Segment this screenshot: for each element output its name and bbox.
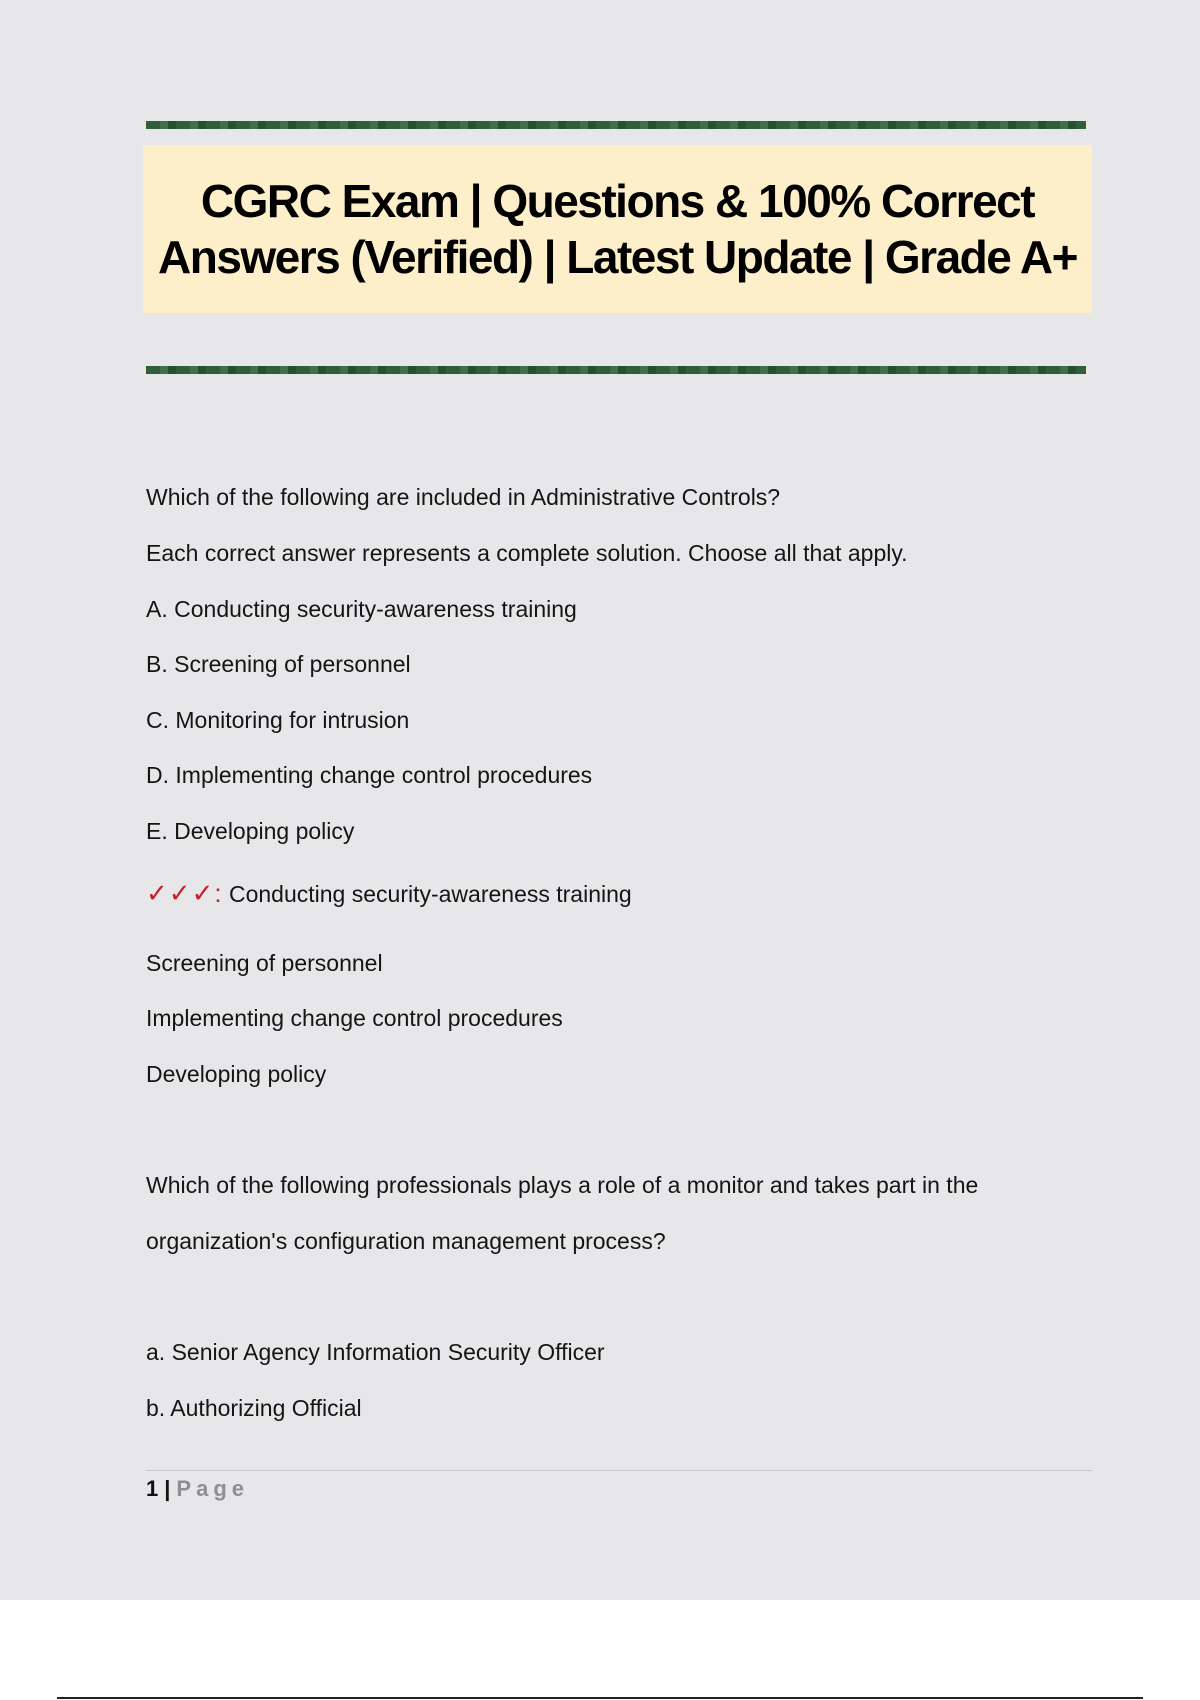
question-1-option-b: B. Screening of personnel xyxy=(146,651,411,677)
question-1-option-d: D. Implementing change control procedures xyxy=(146,762,593,788)
question-1-answer-3: Implementing change control procedures xyxy=(146,1005,563,1031)
question-1-answer-4: Developing policy xyxy=(146,1061,327,1087)
question-1-option-c: C. Monitoring for intrusion xyxy=(146,707,410,733)
question-2-option-b: b. Authorizing Official xyxy=(146,1395,362,1421)
document-title: CGRC Exam | Questions & 100% Correct Answers (Verified) | Latest Update | Grade A+ xyxy=(158,175,1077,283)
question-1-option-e: E. Developing policy xyxy=(146,818,355,844)
title-top-rule xyxy=(146,121,1086,129)
page-label: Page xyxy=(176,1476,249,1501)
question-1-answer-1: Conducting security-awareness training xyxy=(228,881,632,907)
footer-divider xyxy=(146,1470,1092,1471)
question-2-option-a: a. Senior Agency Information Security Officer xyxy=(146,1339,605,1365)
question-1-answer-line xyxy=(146,879,632,908)
question-2-text-line-1: Which of the following professionals plays a role of a monitor and takes part in the xyxy=(146,1172,979,1198)
checkmark-icon: ✓✓✓: xyxy=(146,878,223,908)
question-2-text-line-2: organization's configuration management process? xyxy=(146,1228,666,1254)
bottom-divider xyxy=(57,1697,1143,1699)
question-1-answer-2: Screening of personnel xyxy=(146,950,383,976)
question-1-option-a: A. Conducting security-awareness training xyxy=(146,596,577,622)
question-1-instruction: Each correct answer represents a complete solution. Choose all that apply. xyxy=(146,540,908,566)
page-footer xyxy=(146,1475,249,1503)
title-bottom-rule xyxy=(146,366,1086,374)
footer-separator: | xyxy=(164,1476,171,1501)
page-number: 1 xyxy=(146,1476,159,1501)
question-1-text: Which of the following are included in Administrative Controls? xyxy=(146,484,781,510)
title-banner xyxy=(143,145,1092,313)
